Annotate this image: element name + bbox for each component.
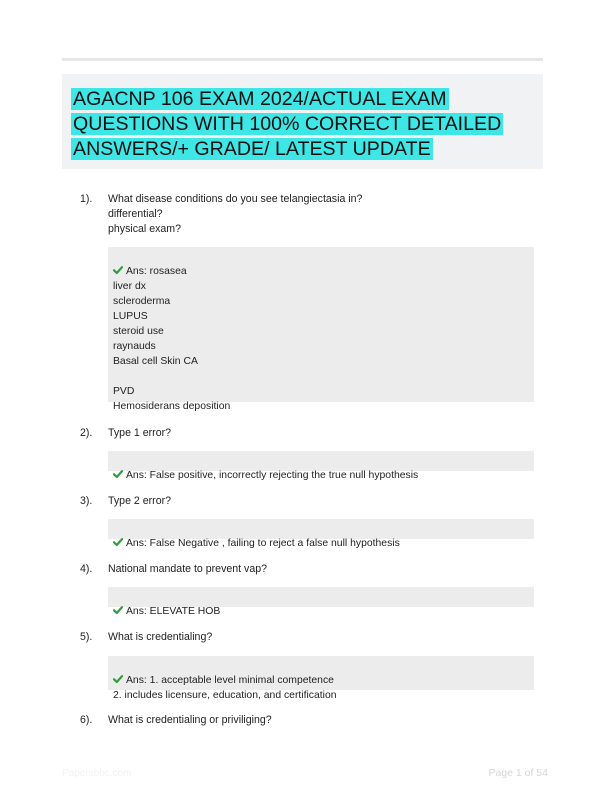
- answer-text: Ans: False Negative , failing to reject a false null hypothesis: [126, 538, 400, 549]
- document-title: AGACNP 106 EXAM 2024/ACTUAL EXAM QUESTIONS WITH 100% CORRECT DETAILED ANSWERS/+ GRADE/ LATEST UPDATE: [73, 88, 502, 160]
- answer-box: [108, 656, 534, 701]
- answer-text: Ans: 1. acceptable level minimal competence 2. includes licensure, education, and certification: [113, 675, 337, 701]
- check-icon: [113, 469, 123, 479]
- check-icon: [113, 265, 123, 275]
- check-icon: [113, 674, 123, 684]
- question-text: What is credentialing or priviliging?: [108, 714, 272, 726]
- question-text: Type 1 error?: [108, 427, 172, 439]
- check-icon: [113, 605, 123, 615]
- question-text: Type 2 error?: [108, 495, 172, 507]
- top-divider: [62, 58, 543, 61]
- answer-box: [108, 247, 534, 412]
- question-number: 6).: [80, 714, 93, 726]
- title-banner: [62, 74, 543, 169]
- question-text: National mandate to prevent vap?: [108, 563, 268, 575]
- question-number: 3).: [80, 495, 93, 507]
- question-number: 2).: [80, 427, 93, 439]
- footer-watermark: Papersbbc.com: [62, 768, 132, 779]
- question-text: What is credentialing?: [108, 631, 213, 643]
- question-number: 4).: [80, 563, 93, 575]
- answer-box: [108, 587, 534, 617]
- answer-text: Ans: False positive, incorrectly rejecting the true null hypothesis: [126, 470, 419, 481]
- answer-text: Ans: rosasea liver dx scleroderma LUPUS steroid use raynauds Basal cell Skin CA PVD Hemosiderans deposition: [113, 266, 231, 412]
- answer-box: [108, 519, 534, 549]
- question-number: 5).: [80, 631, 93, 643]
- question-text: What disease conditions do you see telangiectasia in? differential? physical exam?: [108, 193, 363, 235]
- answer-box: [108, 451, 534, 481]
- page-number: Page 1 of 54: [488, 767, 548, 779]
- question-number: 1).: [80, 193, 93, 205]
- check-icon: [113, 537, 123, 547]
- answer-text: Ans: ELEVATE HOB: [126, 606, 221, 617]
